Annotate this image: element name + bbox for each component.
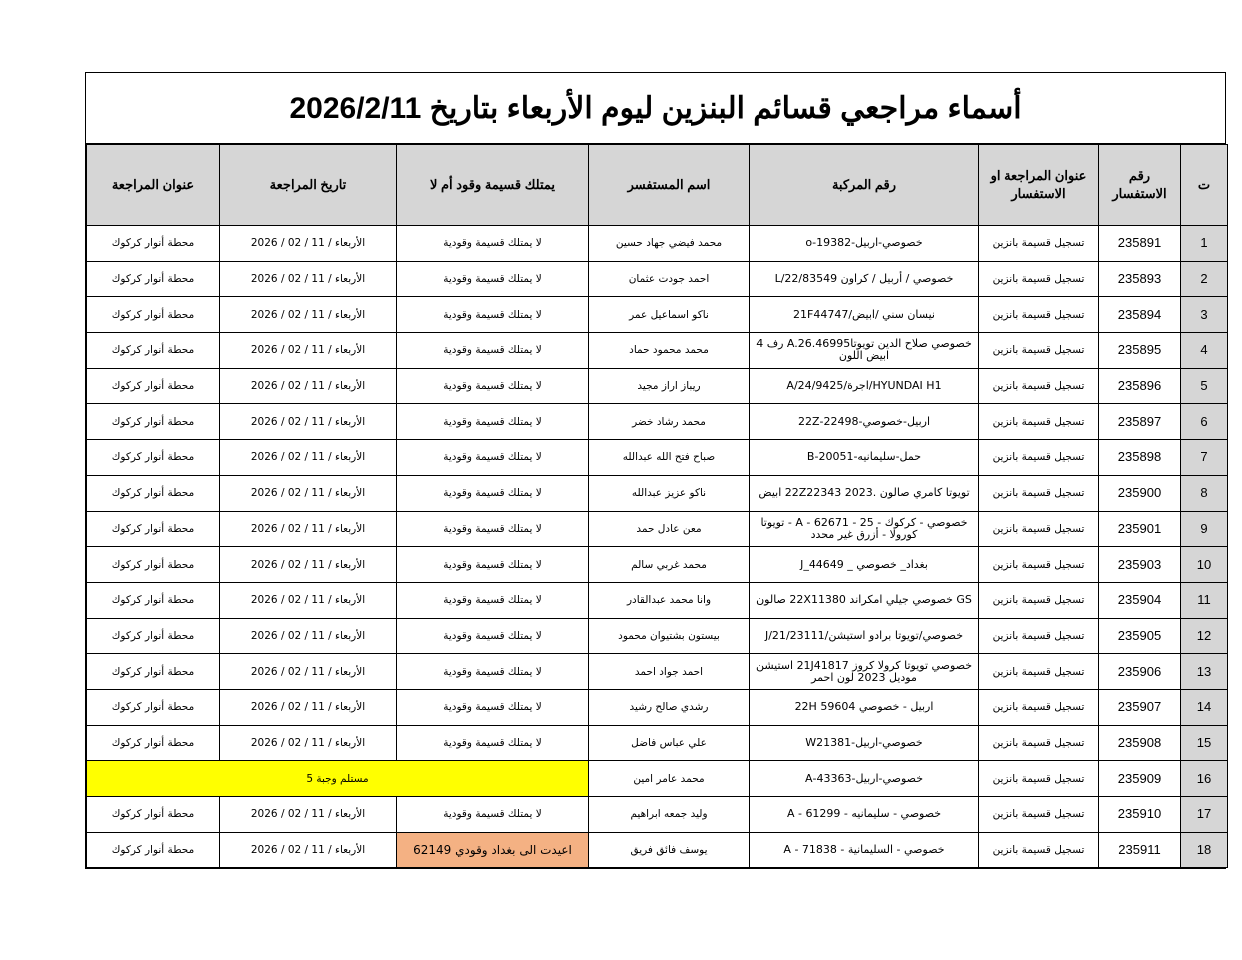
visit-location: محطة أنوار كركوك: [87, 832, 220, 868]
visit-date: الأربعاء / 11 / 02 / 2026: [220, 511, 397, 547]
row-index: 17: [1181, 797, 1228, 833]
row-index: 15: [1181, 725, 1228, 761]
inquirer-name: محمد محمود حماد: [589, 333, 750, 369]
header-row: [87, 145, 1228, 226]
inquirer-name: يوسف فائق فريق: [589, 832, 750, 868]
vehicle-number: خصوصي - السليمانية - 71838 - A: [750, 832, 979, 868]
visit-location: محطة أنوار كركوك: [87, 475, 220, 511]
request-type: تسجيل قسيمة بانزين: [979, 404, 1099, 440]
visit-location: محطة أنوار كركوك: [87, 547, 220, 583]
vehicle-number: خصوصي-اربيل-19382-o: [750, 226, 979, 262]
table-row: [87, 261, 1228, 297]
col-header-vehicle-number: رقم المركبة: [750, 145, 979, 226]
request-type: تسجيل قسيمة بانزين: [979, 797, 1099, 833]
coupon-status: اعيدت الى بغداد وقودي 62149: [397, 832, 589, 868]
visit-location: محطة أنوار كركوك: [87, 797, 220, 833]
table-row: [87, 475, 1228, 511]
vehicle-number: اربيل - خصوصي 59604 22H: [750, 689, 979, 725]
vehicle-number: خصوصي-اربيل-W21381: [750, 725, 979, 761]
coupon-status: لا يمتلك قسيمة وقودية: [397, 440, 589, 476]
row-index: 16: [1181, 761, 1228, 797]
row-index: 3: [1181, 297, 1228, 333]
inquirer-name: صباح فتح الله عبدالله: [589, 440, 750, 476]
coupon-status: لا يمتلك قسيمة وقودية: [397, 404, 589, 440]
inquirer-name: محمد رشاد خضر: [589, 404, 750, 440]
inquiry-number: 235907: [1099, 689, 1181, 725]
vehicle-number: خصوصي - سليمانيه - 61299 - A: [750, 797, 979, 833]
row-index: 18: [1181, 832, 1228, 868]
coupon-status: لا يمتلك قسيمة وقودية: [397, 725, 589, 761]
request-type: تسجيل قسيمة بانزين: [979, 654, 1099, 690]
col-header-visit-date: تاريخ المراجعة: [220, 145, 397, 226]
inquiry-number: 235898: [1099, 440, 1181, 476]
visit-location: محطة أنوار كركوك: [87, 440, 220, 476]
inquiry-number: 235901: [1099, 511, 1181, 547]
visit-date: الأربعاء / 11 / 02 / 2026: [220, 654, 397, 690]
request-type: تسجيل قسيمة بانزين: [979, 511, 1099, 547]
coupon-status: لا يمتلك قسيمة وقودية: [397, 618, 589, 654]
visit-date: الأربعاء / 11 / 02 / 2026: [220, 226, 397, 262]
inquirer-name: وانا محمد عبدالقادر: [589, 582, 750, 618]
visit-date: الأربعاء / 11 / 02 / 2026: [220, 618, 397, 654]
inquirer-name: ناكو عزيز عبدالله: [589, 475, 750, 511]
request-type: تسجيل قسيمة بانزين: [979, 226, 1099, 262]
visit-location: محطة أنوار كركوك: [87, 511, 220, 547]
coupon-status: لا يمتلك قسيمة وقودية: [397, 226, 589, 262]
table-row: [87, 368, 1228, 404]
request-type: تسجيل قسيمة بانزين: [979, 725, 1099, 761]
row-index: 6: [1181, 404, 1228, 440]
request-type: تسجيل قسيمة بانزين: [979, 333, 1099, 369]
inquiry-table: [86, 144, 1228, 868]
row-index: 7: [1181, 440, 1228, 476]
visit-date: الأربعاء / 11 / 02 / 2026: [220, 404, 397, 440]
row-index: 12: [1181, 618, 1228, 654]
table-row: [87, 297, 1228, 333]
visit-location: محطة أنوار كركوك: [87, 582, 220, 618]
visit-location: محطة أنوار كركوك: [87, 226, 220, 262]
coupon-status: لا يمتلك قسيمة وقودية: [397, 475, 589, 511]
vehicle-number: خصوصي تويوتا كرولا كروز 21J41817 استيشن موديل 2023 لون احمر: [750, 654, 979, 690]
row-index: 5: [1181, 368, 1228, 404]
request-type: تسجيل قسيمة بانزين: [979, 440, 1099, 476]
vehicle-number: GS خصوصي جيلي امكراند 22X11380 صالون: [750, 582, 979, 618]
visit-date: الأربعاء / 11 / 02 / 2026: [220, 368, 397, 404]
vehicle-number: بغداد_ خصوصي _ 44649_J: [750, 547, 979, 583]
inquiry-number: 235909: [1099, 761, 1181, 797]
row-index: 11: [1181, 582, 1228, 618]
vehicle-number: تويوتا كامري صالون .2023 22Z22343 ابيض: [750, 475, 979, 511]
row-index: 9: [1181, 511, 1228, 547]
request-type: تسجيل قسيمة بانزين: [979, 368, 1099, 404]
col-header-inquiry-number: رقم الاستفسار: [1099, 145, 1181, 226]
visit-date: الأربعاء / 11 / 02 / 2026: [220, 297, 397, 333]
inquiry-number: 235908: [1099, 725, 1181, 761]
inquirer-name: علي عباس فاضل: [589, 725, 750, 761]
visit-location: محطة أنوار كركوك: [87, 689, 220, 725]
inquirer-name: معن عادل حمد: [589, 511, 750, 547]
inquiry-number: 235896: [1099, 368, 1181, 404]
visit-location: محطة أنوار كركوك: [87, 725, 220, 761]
inquiry-number: 235904: [1099, 582, 1181, 618]
vehicle-number: اربيل-خصوصي-22498-22Z: [750, 404, 979, 440]
request-type: تسجيل قسيمة بانزين: [979, 761, 1099, 797]
table-row: [87, 404, 1228, 440]
row-index: 4: [1181, 333, 1228, 369]
request-type: تسجيل قسيمة بانزين: [979, 582, 1099, 618]
col-header-coupon-status: يمتلك قسيمة وقود أم لا: [397, 145, 589, 226]
report-sheet: [85, 72, 1226, 869]
visit-location: محطة أنوار كركوك: [87, 654, 220, 690]
merged-status-cell: مستلم وجبة 5: [87, 761, 589, 797]
inquiry-number: 235894: [1099, 297, 1181, 333]
coupon-status: لا يمتلك قسيمة وقودية: [397, 511, 589, 547]
inquiry-number: 235893: [1099, 261, 1181, 297]
visit-location: محطة أنوار كركوك: [87, 297, 220, 333]
inquirer-name: احمد جودت عثمان: [589, 261, 750, 297]
inquirer-name: ريباز اراز مجيد: [589, 368, 750, 404]
request-type: تسجيل قسيمة بانزين: [979, 475, 1099, 511]
inquirer-name: محمد فيضي جهاد حسين: [589, 226, 750, 262]
inquiry-number: 235900: [1099, 475, 1181, 511]
table-row: [87, 689, 1228, 725]
inquirer-name: احمد جواد احمد: [589, 654, 750, 690]
inquiry-number: 235897: [1099, 404, 1181, 440]
visit-date: الأربعاء / 11 / 02 / 2026: [220, 832, 397, 868]
vehicle-number: HYUNDAI H1/اجرة/9425/A/24: [750, 368, 979, 404]
request-type: تسجيل قسيمة بانزين: [979, 297, 1099, 333]
table-row: [87, 511, 1228, 547]
coupon-status: لا يمتلك قسيمة وقودية: [397, 368, 589, 404]
request-type: تسجيل قسيمة بانزين: [979, 832, 1099, 868]
inquiry-number: 235911: [1099, 832, 1181, 868]
request-type: تسجيل قسيمة بانزين: [979, 618, 1099, 654]
request-type: تسجيل قسيمة بانزين: [979, 547, 1099, 583]
table-row: [87, 440, 1228, 476]
coupon-status: لا يمتلك قسيمة وقودية: [397, 333, 589, 369]
inquirer-name: وليد جمعه ابراهيم: [589, 797, 750, 833]
visit-location: محطة أنوار كركوك: [87, 368, 220, 404]
table-row: [87, 333, 1228, 369]
col-header-visit-location: عنوان المراجعة: [87, 145, 220, 226]
visit-date: الأربعاء / 11 / 02 / 2026: [220, 440, 397, 476]
inquiry-number: 235905: [1099, 618, 1181, 654]
inquirer-name: ناكو اسماعيل عمر: [589, 297, 750, 333]
visit-date: الأربعاء / 11 / 02 / 2026: [220, 582, 397, 618]
vehicle-number: خصوصي صلاح الدين تويوتاA.26.46995 رف 4 ابيض اللون: [750, 333, 979, 369]
visit-date: الأربعاء / 11 / 02 / 2026: [220, 725, 397, 761]
visit-location: محطة أنوار كركوك: [87, 333, 220, 369]
col-header-index: ت: [1181, 145, 1228, 226]
visit-date: الأربعاء / 11 / 02 / 2026: [220, 333, 397, 369]
inquirer-name: بيستون بشتيوان محمود: [589, 618, 750, 654]
row-index: 10: [1181, 547, 1228, 583]
row-index: 14: [1181, 689, 1228, 725]
coupon-status: لا يمتلك قسيمة وقودية: [397, 547, 589, 583]
vehicle-number: حمل-سليمانيه-20051-B: [750, 440, 979, 476]
request-type: تسجيل قسيمة بانزين: [979, 689, 1099, 725]
vehicle-number: خصوصي/تويوتا برادو استيشن/23111/J/21: [750, 618, 979, 654]
table-row: [87, 654, 1228, 690]
vehicle-number: خصوصي-اربيل-43363-A: [750, 761, 979, 797]
coupon-status: لا يمتلك قسيمة وقودية: [397, 689, 589, 725]
inquiry-number: 235910: [1099, 797, 1181, 833]
table-row: [87, 226, 1228, 262]
inquiry-number: 235891: [1099, 226, 1181, 262]
visit-location: محطة أنوار كركوك: [87, 404, 220, 440]
col-header-inquirer-name: اسم المستفسر: [589, 145, 750, 226]
table-row: [87, 725, 1228, 761]
coupon-status: لا يمتلك قسيمة وقودية: [397, 654, 589, 690]
inquiry-number: 235906: [1099, 654, 1181, 690]
vehicle-number: خصوصي / أربيل / كراون L/22/83549: [750, 261, 979, 297]
visit-date: الأربعاء / 11 / 02 / 2026: [220, 797, 397, 833]
visit-location: محطة أنوار كركوك: [87, 618, 220, 654]
row-index: 2: [1181, 261, 1228, 297]
inquiry-number: 235895: [1099, 333, 1181, 369]
table-row: [87, 547, 1228, 583]
vehicle-number: خصوصي - كركوك - 25 - 62671 - A - تويوتا كورولا - أزرق غير محدد: [750, 511, 979, 547]
row-index: 8: [1181, 475, 1228, 511]
coupon-status: لا يمتلك قسيمة وقودية: [397, 261, 589, 297]
coupon-status: لا يمتلك قسيمة وقودية: [397, 582, 589, 618]
col-header-request-type: عنوان المراجعة او الاستفسار: [979, 145, 1099, 226]
visit-location: محطة أنوار كركوك: [87, 261, 220, 297]
visit-date: الأربعاء / 11 / 02 / 2026: [220, 547, 397, 583]
table-row: [87, 797, 1228, 833]
table-body: [87, 226, 1228, 868]
vehicle-number: نيسان سني /ابيض/21F44747: [750, 297, 979, 333]
inquirer-name: محمد غربي سالم: [589, 547, 750, 583]
request-type: تسجيل قسيمة بانزين: [979, 261, 1099, 297]
visit-date: الأربعاء / 11 / 02 / 2026: [220, 475, 397, 511]
table-row: [87, 582, 1228, 618]
inquiry-number: 235903: [1099, 547, 1181, 583]
page-title: أسماء مراجعي قسائم البنزين ليوم الأربعاء بتاريخ 2026/2/11: [86, 73, 1225, 144]
table-row: [87, 618, 1228, 654]
table-row: [87, 761, 1228, 797]
inquirer-name: رشدي صالح رشيد: [589, 689, 750, 725]
inquirer-name: محمد عامر امين: [589, 761, 750, 797]
coupon-status: لا يمتلك قسيمة وقودية: [397, 297, 589, 333]
row-index: 13: [1181, 654, 1228, 690]
row-index: 1: [1181, 226, 1228, 262]
table-row: [87, 832, 1228, 868]
visit-date: الأربعاء / 11 / 02 / 2026: [220, 689, 397, 725]
visit-date: الأربعاء / 11 / 02 / 2026: [220, 261, 397, 297]
coupon-status: لا يمتلك قسيمة وقودية: [397, 797, 589, 833]
